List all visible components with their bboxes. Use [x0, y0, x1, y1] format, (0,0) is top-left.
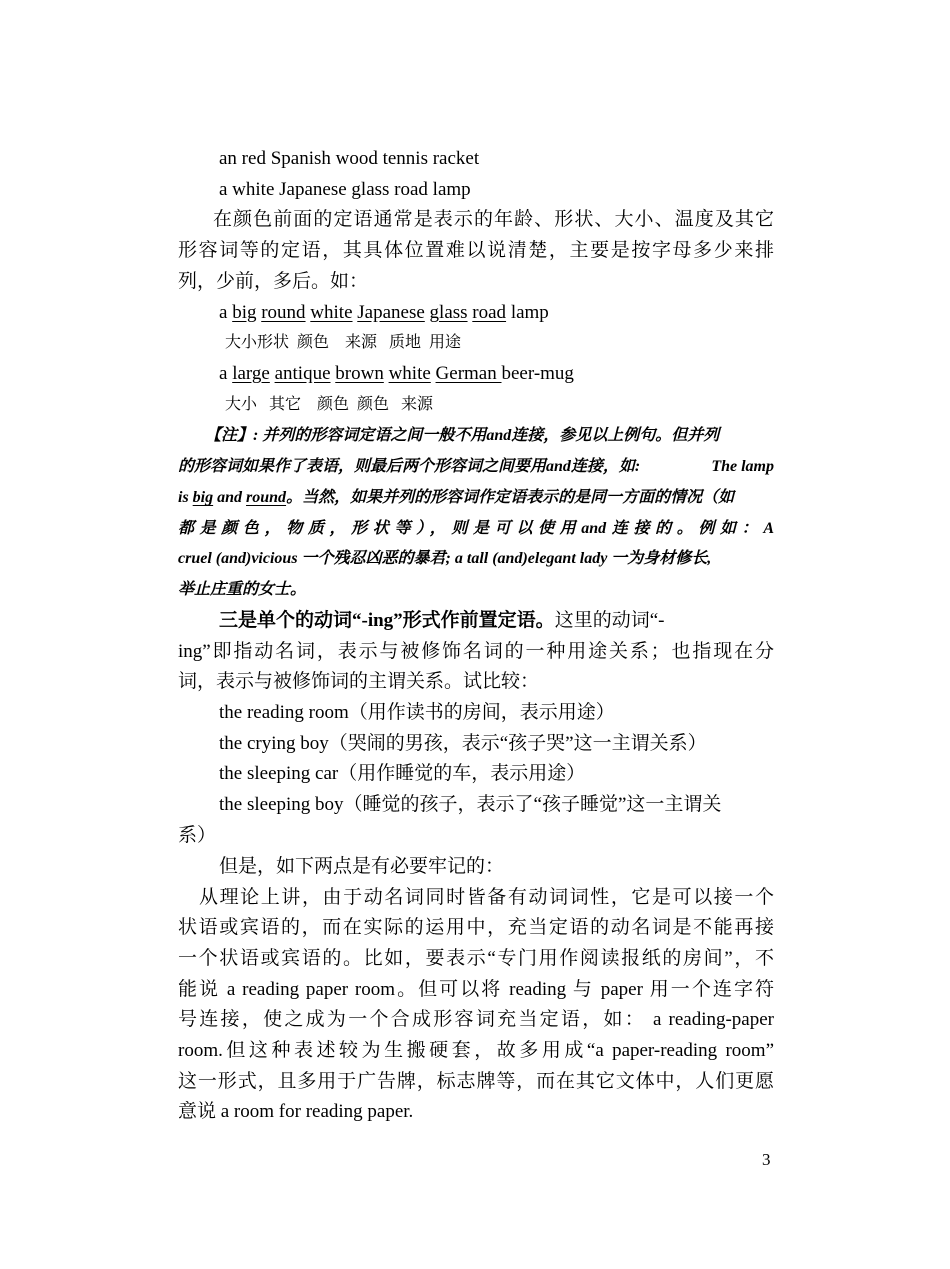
- underlined-word: white: [388, 363, 431, 384]
- note-line: [178, 482, 774, 513]
- text-line: ing”即指动名词，表示与被修饰名词的一种用途关系；也指现在分: [178, 641, 774, 662]
- text-line: 列，少前，多后。如：: [178, 271, 369, 292]
- underlined-word: German: [435, 363, 502, 384]
- text-line: 词，表示与被修饰词的主谓关系。试比较：: [178, 671, 540, 692]
- underlined-word: white: [310, 302, 353, 323]
- underlined-word: brown: [335, 363, 384, 384]
- example-line-1: [219, 297, 774, 328]
- underlined-word: round: [246, 489, 287, 506]
- text-line: 意说 a room for reading paper.: [178, 1101, 414, 1122]
- underlined-word: Japanese: [357, 302, 425, 323]
- body-text: 这里的动词“-: [554, 610, 665, 631]
- text-line: 能说 a reading paper room。但可以将 reading 与 paper 用一个连字符: [178, 979, 774, 1000]
- text-line: the sleeping boy（睡觉的孩子，表示了“孩子睡觉”这一主谓关: [219, 794, 722, 815]
- text-line: 状语或宾语的，而在实际的运用中，充当定语的动名词是不能再接: [178, 917, 774, 938]
- text-line: 系）: [178, 825, 217, 846]
- text-line: 一个状语或宾语的。比如，要表示“专门用作阅读报纸的房间”，不: [178, 948, 774, 969]
- note-text: 。当然，如果并列的形容词作定语表示的是同一方面的情况（如: [286, 489, 735, 506]
- note-line: cruel (and)vicious 一个残忍凶恶的暴君; a tall (and)elegant lady 一为身材修长,: [178, 550, 712, 567]
- text-line: an red Spanish wood tennis racket: [219, 148, 480, 169]
- word: lamp: [510, 302, 549, 323]
- text-line: the reading room（用作读书的房间，表示用途）: [219, 702, 615, 723]
- text-line: the crying boy（哭闹的男孩，表示“孩子哭”这一主谓关系）: [219, 733, 707, 754]
- section-heading: 三是单个的动词“-ing”形式作前置定语。: [219, 610, 555, 631]
- text-line: 但是，如下两点是有必要牢记的：: [219, 856, 505, 877]
- word: a: [219, 302, 228, 323]
- example-line-2: [219, 358, 774, 389]
- section-heading-line: [219, 605, 774, 636]
- word: beer-mug: [501, 363, 574, 384]
- note-text: and: [213, 489, 247, 506]
- note-line: 【注】: 并列的形容词定语之间一般不用and连接，参见以上例句。但并列: [205, 427, 720, 444]
- underlined-word: round: [261, 302, 306, 323]
- note-line: 都是颜色，物质，形状等），则是可以使用and连接的。例如：A: [178, 520, 774, 537]
- underlined-word: glass: [429, 302, 468, 323]
- example-gloss-1: 大小形状 颜色 来源 质地 用途: [225, 334, 462, 351]
- page-number: 3: [762, 1150, 771, 1169]
- note-text: is: [178, 489, 193, 506]
- text-line: 形容词等的定语，其具体位置难以说清楚，主要是按字母多少来排: [178, 240, 774, 261]
- note-text: 的形容词如果作了表语，则最后两个形容词之间要用and连接，如:: [178, 458, 641, 475]
- word: a: [219, 363, 228, 384]
- example-gloss-2: 大小 其它 颜色 颜色 来源: [225, 396, 434, 413]
- underlined-word: antique: [274, 363, 331, 384]
- underlined-word: large: [232, 363, 270, 384]
- underlined-word: road: [472, 302, 507, 323]
- text-line: room.但这种表述较为生搬硬套，故多用成“a paper-reading room”: [178, 1040, 774, 1061]
- text-line: 从理论上讲，由于动名词同时皆备有动词词性，它是可以接一个: [199, 887, 774, 908]
- note-line: 举止庄重的女士。: [178, 581, 307, 598]
- underlined-word: big: [232, 302, 257, 323]
- text-line: the sleeping car（用作睡觉的车，表示用途）: [219, 763, 586, 784]
- text-line: 这一形式，且多用于广告牌，标志牌等，而在其它文体中，人们更愿: [178, 1071, 774, 1092]
- note-line: [178, 451, 774, 482]
- text-line: 号连接，使之成为一个合成形容词充当定语，如： a reading-paper: [178, 1009, 774, 1030]
- underlined-word: big: [192, 489, 214, 506]
- note-text: The lamp: [711, 458, 774, 475]
- text-line: a white Japanese glass road lamp: [219, 179, 471, 200]
- text-line: 在颜色前面的定语通常是表示的年龄、形状、大小、温度及其它: [213, 209, 774, 230]
